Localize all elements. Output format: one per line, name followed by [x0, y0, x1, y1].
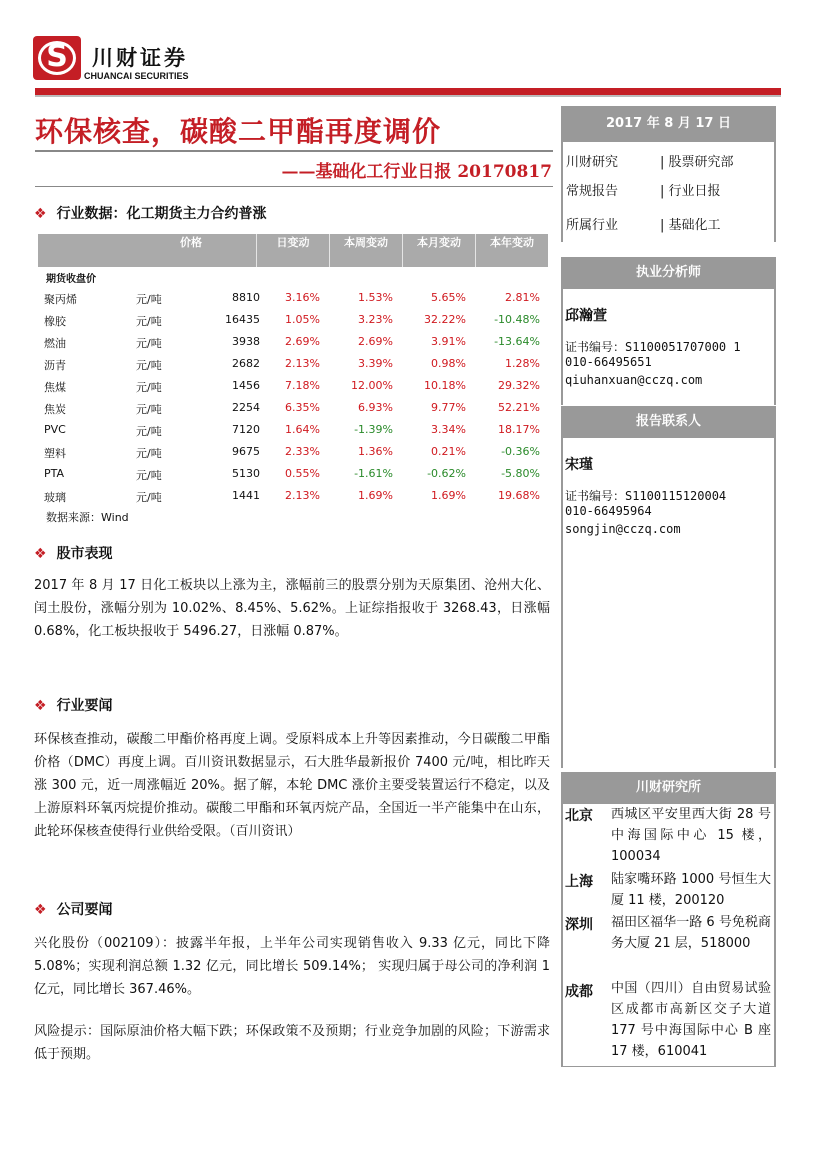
table-cell-price: 7120 — [232, 423, 260, 436]
table-cell-d: 6.35% — [285, 401, 320, 414]
table-cell-y: 52.21% — [498, 401, 540, 414]
table-cell-d: 1.05% — [285, 313, 320, 326]
col-header-year: 本年变动 — [475, 234, 548, 267]
col-header-day: 日变动 — [256, 234, 329, 267]
table-cell-name: 燃油 — [44, 337, 66, 350]
table-cell-name: 橡胶 — [44, 315, 66, 328]
table-cell-w: 1.53% — [358, 291, 393, 304]
table-cell-y: -5.80% — [501, 467, 540, 480]
table-cell-d: 2.13% — [285, 489, 320, 502]
table-row — [38, 353, 548, 375]
table-cell-w: 3.39% — [358, 357, 393, 370]
table-cell-w: 3.23% — [358, 313, 393, 326]
diamond-bullet-icon: ❖ — [34, 546, 47, 562]
market-performance-text: 2017 年 8 月 17 日化工板块以上涨为主，涨幅前三的股票分别为天原集团、沧州大化、闰土股份，涨幅分别为 10.02%、8.45%、5.62%。上证综指报收于 3268.43，日涨幅 0.68%，化工板块报收于 5496.27，日涨幅 0.87%。 — [34, 578, 550, 639]
brand-name-cn: 川财证券 — [92, 46, 188, 70]
industry-news-text: 环保核查推动，碳酸二甲酯价格再度上调。受原料成本上升等因素推动，今日碳酸二甲酯价格（DMC）再度上调。百川资讯数据显示，石大胜华最新报价 7400 元/吨，相比昨天涨 300 元，近一周涨幅近 20%。据了解，本轮 DMC 涨价主要受装置运行不稳定，以及上游原料环氧丙烷提价推动。碳酸二甲酯和环氧丙烷产品，全国近一半产能集中在山东，此轮环保核查使得行业供给受限。（百川资讯） — [34, 732, 550, 839]
table-cell-w: 12.00% — [351, 379, 393, 392]
table-row — [38, 331, 548, 353]
info-value-type: | 行业日报 — [660, 184, 721, 199]
table-cell-price: 8810 — [232, 291, 260, 304]
table-cell-unit: 元/吨 — [136, 403, 162, 416]
address-chengdu: 中国（四川）自由贸易试验区成都市高新区交子大道 177 号中海国际中心 B 座 17 楼，610041 — [611, 981, 771, 1059]
table-cell-w: -1.39% — [354, 423, 393, 436]
table-cell-name: 焦炭 — [44, 403, 66, 416]
table-cell-d: 7.18% — [285, 379, 320, 392]
table-cell-m: 1.69% — [431, 489, 466, 502]
header-gray-bar — [35, 95, 781, 97]
table-cell-price: 9675 — [232, 445, 260, 458]
table-cell-m: 0.21% — [431, 445, 466, 458]
data-source: 数据来源：Wind — [46, 511, 129, 524]
table-row — [38, 397, 548, 419]
contact-cert: 证书编号：S1100115120004 — [565, 489, 727, 503]
report-title: 环保核查，碳酸二甲酯再度调价 — [35, 115, 442, 148]
table-cell-price: 3938 — [232, 335, 260, 348]
table-row — [38, 309, 548, 331]
table-cell-name: PTA — [44, 467, 65, 480]
table-cell-unit: 元/吨 — [136, 425, 162, 438]
info-value-research: | 股票研究部 — [660, 155, 734, 170]
city-shenzhen: 深圳 — [565, 917, 593, 933]
company-news-text: 兴化股份（002109）：披露半年报，上半年公司实现销售收入 9.33 亿元，同比下降 5.08%；实现利润总额 1.32 亿元，同比增长 509.14%； 实现归属于母公司的净利润 1 亿元，同比增长 367.46%。 — [34, 936, 550, 997]
table-row — [38, 485, 548, 507]
section-heading-company-news: ❖ 公司要闻 — [34, 902, 113, 918]
table-cell-d: 2.13% — [285, 357, 320, 370]
address-shenzhen: 福田区福华一路 6 号免税商务大厦 21 层，518000 — [611, 915, 771, 951]
table-row — [38, 287, 548, 309]
table-cell-d: 1.64% — [285, 423, 320, 436]
table-cell-d: 2.69% — [285, 335, 320, 348]
info-label-research: 川财研究 — [566, 155, 619, 170]
table-cell-m: 5.65% — [431, 291, 466, 304]
address-shanghai: 陆家嘴环路 1000 号恒生大厦 11 楼，200120 — [611, 872, 771, 908]
institute-heading: 川财研究所 — [561, 772, 776, 804]
table-cell-name: 塑料 — [44, 447, 66, 460]
table-cell-w: 1.69% — [358, 489, 393, 502]
table-cell-w: 1.36% — [358, 445, 393, 458]
table-cell-d: 0.55% — [285, 467, 320, 480]
col-header-week: 本周变动 — [329, 234, 402, 267]
info-value-industry: | 基础化工 — [660, 218, 721, 233]
table-cell-unit: 元/吨 — [136, 315, 162, 328]
section-heading-industry-news: ❖ 行业要闻 — [34, 698, 113, 714]
analyst-phone: 010-66495651 — [565, 355, 652, 369]
table-cell-unit: 元/吨 — [136, 491, 162, 504]
table-cell-unit: 元/吨 — [136, 447, 162, 460]
contact-heading: 报告联系人 — [561, 406, 776, 438]
table-cell-m: 9.77% — [431, 401, 466, 414]
table-cell-m: -0.62% — [427, 467, 466, 480]
title-divider — [35, 150, 553, 152]
city-shanghai: 上海 — [565, 874, 593, 890]
table-cell-unit: 元/吨 — [136, 469, 162, 482]
table-cell-w: 6.93% — [358, 401, 393, 414]
table-cell-m: 32.22% — [424, 313, 466, 326]
city-beijing: 北京 — [565, 808, 593, 824]
chuancai-s-logo-icon: S — [33, 36, 81, 80]
report-subtitle: ——基础化工行业日报 20170817 — [281, 162, 552, 182]
table-cell-price: 1456 — [232, 379, 260, 392]
table-cell-name: 焦煤 — [44, 381, 66, 394]
subtitle-divider — [35, 186, 553, 187]
contact-phone: 010-66495964 — [565, 504, 652, 518]
table-cell-y: -13.64% — [494, 335, 540, 348]
table-cell-y: 2.81% — [505, 291, 540, 304]
table-cell-y: 29.32% — [498, 379, 540, 392]
table-cell-unit: 元/吨 — [136, 359, 162, 372]
analyst-email: qiuhanxuan@cczq.com — [565, 373, 703, 387]
analyst-name: 邱瀚萱 — [565, 308, 607, 324]
table-cell-unit: 元/吨 — [136, 337, 162, 350]
table-cell-w: -1.61% — [354, 467, 393, 480]
col-header-price: 价格 — [180, 236, 202, 249]
table-cell-y: 19.68% — [498, 489, 540, 502]
diamond-bullet-icon: ❖ — [34, 206, 47, 222]
futures-table-header — [38, 234, 548, 267]
table-cell-m: 0.98% — [431, 357, 466, 370]
table-row — [38, 463, 548, 485]
info-label-type: 常规报告 — [566, 184, 619, 199]
contact-name: 宋瑾 — [565, 457, 593, 473]
table-cell-m: 3.91% — [431, 335, 466, 348]
brand-name-en: CHUANCAI SECURITIES — [84, 71, 189, 81]
table-cell-price: 1441 — [232, 489, 260, 502]
diamond-bullet-icon: ❖ — [34, 698, 47, 714]
header-red-bar — [35, 88, 781, 95]
table-cell-price: 5130 — [232, 467, 260, 480]
table-cell-unit: 元/吨 — [136, 293, 162, 306]
city-chengdu: 成都 — [565, 984, 593, 1000]
table-cell-price: 16435 — [225, 313, 260, 326]
table-cell-name: PVC — [44, 423, 66, 436]
table-row — [38, 419, 548, 441]
analyst-heading: 执业分析师 — [561, 257, 776, 289]
section-heading-industry-data: ❖ 行业数据：化工期货主力合约普涨 — [34, 206, 267, 222]
table-cell-name: 沥青 — [44, 359, 66, 372]
section-heading-market: ❖ 股市表现 — [34, 546, 113, 562]
table-cell-unit: 元/吨 — [136, 381, 162, 394]
table-cell-m: 3.34% — [431, 423, 466, 436]
futures-group-label: 期货收盘价 — [46, 274, 96, 285]
risk-warning-text: 风险提示：国际原油价格大幅下跌；环保政策不及预期；行业竞争加剧的风险；下游需求低于预期。 — [34, 1024, 550, 1062]
table-cell-y: -0.36% — [501, 445, 540, 458]
contact-email: songjin@cczq.com — [565, 522, 681, 536]
table-cell-price: 2254 — [232, 401, 260, 414]
report-date: 2017 年 8 月 17 日 — [561, 106, 776, 142]
table-cell-d: 3.16% — [285, 291, 320, 304]
table-cell-name: 玻璃 — [44, 491, 66, 504]
sidebar-bottom-line — [561, 1066, 776, 1067]
table-cell-y: 1.28% — [505, 357, 540, 370]
table-cell-d: 2.33% — [285, 445, 320, 458]
analyst-cert: 证书编号：S1100051707000 1 — [565, 340, 741, 354]
table-cell-name: 聚丙烯 — [44, 293, 77, 306]
info-label-industry: 所属行业 — [566, 218, 619, 233]
table-cell-m: 10.18% — [424, 379, 466, 392]
table-cell-w: 2.69% — [358, 335, 393, 348]
table-row — [38, 441, 548, 463]
address-beijing: 西城区平安里西大街 28 号中海国际中心 15 楼，100034 — [611, 807, 771, 864]
table-cell-y: 18.17% — [498, 423, 540, 436]
diamond-bullet-icon: ❖ — [34, 902, 47, 918]
table-cell-y: -10.48% — [494, 313, 540, 326]
table-row — [38, 375, 548, 397]
table-cell-price: 2682 — [232, 357, 260, 370]
col-header-month: 本月变动 — [402, 234, 475, 267]
